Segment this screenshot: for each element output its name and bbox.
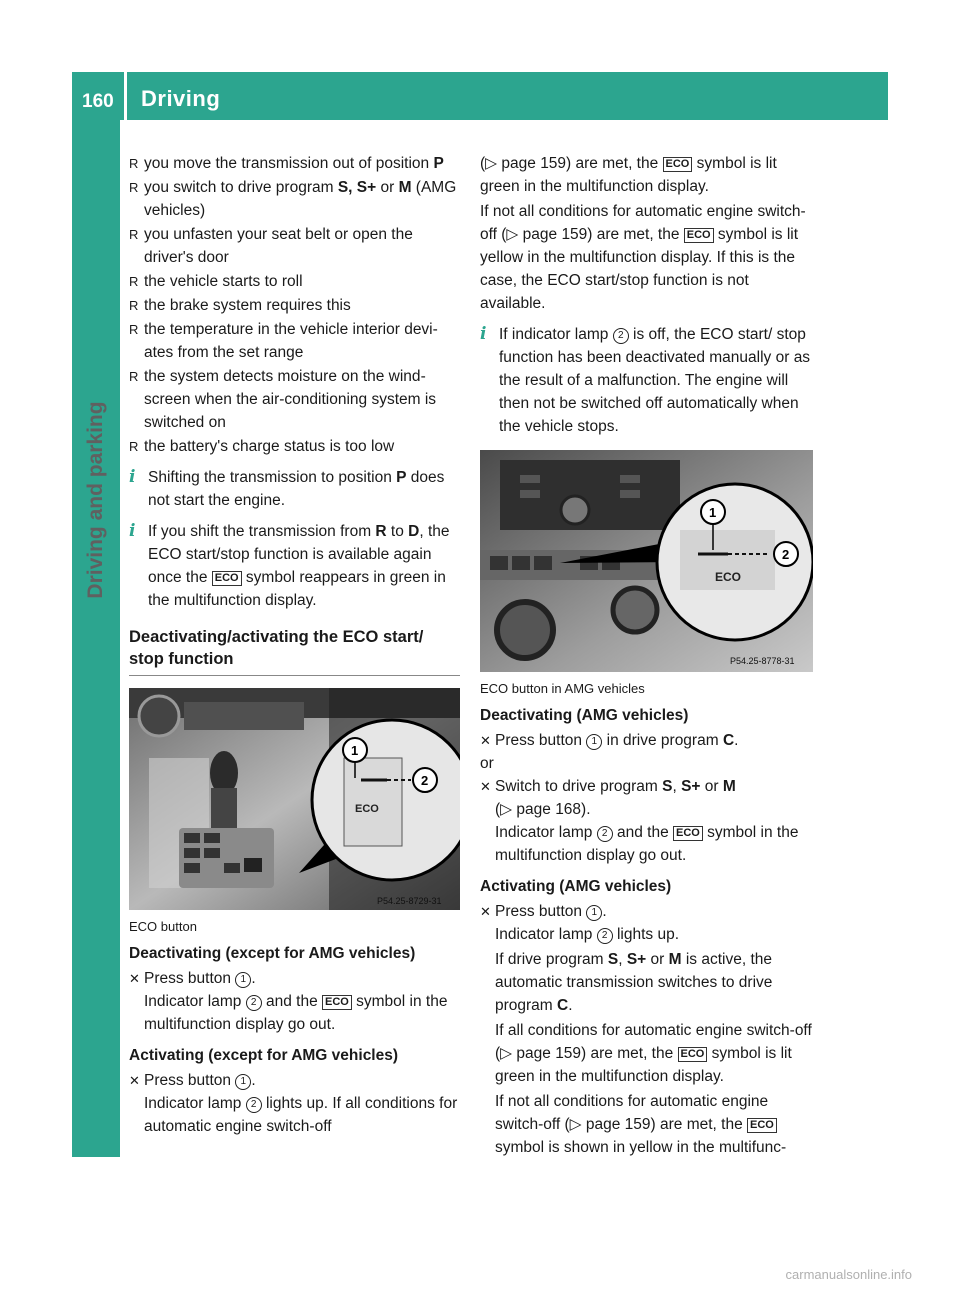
- callout-ref-2: 2: [246, 1097, 262, 1113]
- condition-item: R the system detects moisture on the windscreen when the air-conditioning system is switched on: [129, 365, 460, 434]
- condition-item: R the battery's charge status is too low: [129, 435, 460, 458]
- bullet-icon: R: [129, 298, 139, 313]
- callout-ref-2: 2: [597, 928, 613, 944]
- info-icon: i: [129, 521, 136, 541]
- callout-2: 2: [782, 547, 790, 562]
- condition-item: R the temperature in the vehicle interior deviates from the set range: [129, 318, 460, 364]
- paragraph: (▷ page 159) are met, the ECO symbol is lit green in the multifunction display.: [480, 155, 777, 195]
- callout-ref-1: 1: [586, 905, 602, 921]
- callout-ref-1: 1: [235, 972, 251, 988]
- step-arrow-icon: ✕: [129, 1073, 140, 1088]
- eco-symbol-icon: ECO: [673, 826, 703, 841]
- condition-item: R you unfasten your seat belt or open the driver's door: [129, 223, 460, 269]
- bullet-icon: R: [129, 227, 139, 242]
- page-title: Driving: [141, 86, 221, 111]
- eco-label-figure: ECO: [715, 570, 742, 584]
- instruction-step: ✕ Switch to drive program S, S+ or M (▷ page 168). Indicator lamp 2 and the ECO symbol in the multifunction display go out.: [480, 775, 813, 867]
- eco-symbol-icon: ECO: [663, 157, 693, 172]
- eco-symbol-icon: ECO: [678, 1047, 708, 1062]
- eco-button-photo: [129, 688, 460, 910]
- condition-item: R you switch to drive program S, S+ or M (AMG vehicles): [129, 176, 460, 222]
- callout-ref-1: 1: [586, 734, 602, 750]
- instruction-step: ✕ Press button 1 . Indicator lamp 2 and the ECO symbol in the multifunction display go out.: [129, 967, 460, 1036]
- page-ref-arrow-icon: ▷: [569, 1116, 582, 1133]
- callout-ref-1: 1: [235, 1074, 251, 1090]
- callout-1: 1: [351, 743, 359, 758]
- instruction-step: ✕ Press button 1 . Indicator lamp 2 lights up. If all conditions for automatic engine switch-off: [129, 1069, 460, 1138]
- bullet-icon: R: [129, 180, 139, 195]
- watermark: carmanualsonline.info: [785, 1267, 912, 1282]
- subheading: Activating (AMG vehicles): [480, 878, 672, 895]
- step-arrow-icon: ✕: [129, 971, 140, 986]
- header-divider: [124, 72, 127, 120]
- right-column: [480, 152, 813, 1159]
- subheading: Activating (except for AMG vehicles): [129, 1047, 399, 1064]
- condition-item: R the vehicle starts to roll: [129, 270, 460, 293]
- figure-caption: ECO button: [129, 919, 197, 934]
- step-arrow-icon: ✕: [480, 733, 491, 748]
- section-title: Deactivating/activating the ECO start/ stop function: [129, 626, 460, 676]
- condition-list: [129, 152, 460, 458]
- condition-item: R you move the transmission out of position P: [129, 152, 460, 175]
- amg-eco-button-photo: [480, 450, 813, 672]
- paragraph: If not all conditions for automatic engine switch-off (▷ page 159) are met, the ECO symbol is lit yellow in the multifunction display. If this is the case, the ECO start/stop function is not available.: [480, 203, 806, 312]
- paragraph: If all conditions for automatic engine switch-off (▷ page 159) are met, the ECO symbol is lit green in the multifunction display.: [495, 1022, 812, 1085]
- callout-1: 1: [709, 505, 717, 520]
- bullet-icon: R: [129, 274, 139, 289]
- figure-code: P54.25-8778-31: [730, 656, 795, 666]
- page-ref-arrow-icon: ▷: [485, 155, 498, 172]
- bullet-icon: R: [129, 439, 139, 454]
- info-note-shift-rd: i If you shift the transmission from R to D, the ECO start/stop function is available again once the ECO symbol reappears in green in the multifunction display.: [129, 521, 450, 609]
- eco-label-figure: ECO: [355, 803, 379, 815]
- callout-ref-2: 2: [597, 826, 613, 842]
- subheading: Deactivating (AMG vehicles): [480, 707, 689, 724]
- bullet-icon: R: [129, 369, 139, 384]
- callout-ref-2: 2: [246, 995, 262, 1011]
- info-note-shift-p: i Shifting the transmission to position P does not start the engine.: [129, 467, 445, 509]
- paragraph: If not all conditions for automatic engine switch-off (▷ page 159) are met, the ECO symbol is shown in yellow in the multifunc-: [495, 1093, 787, 1156]
- callout-2: 2: [421, 773, 429, 788]
- or-text: or: [480, 755, 494, 772]
- instruction-step: ✕ Press button 1 in drive program C.: [480, 729, 813, 752]
- step-arrow-icon: ✕: [480, 904, 491, 919]
- bullet-icon: R: [129, 322, 139, 337]
- page-ref-arrow-icon: ▷: [500, 1045, 513, 1062]
- paragraph: If drive program S, S+ or M is active, the automatic transmission switches to drive program C.: [495, 951, 773, 1014]
- chapter-label: Driving and parking: [84, 401, 107, 599]
- info-note-indicator: i If indicator lamp 2 is off, the ECO start/ stop function has been deactivated manually or as the result of a malfunction. The engine will then not be switched off automatically when the vehicle stops.: [480, 324, 811, 435]
- instruction-step: ✕ Press button 1 . Indicator lamp 2 lights up. If drive program S, S+ or M is active, the automatic transmission switches to drive program C. If all conditions for automatic engine switch-off (▷ page 159) are met, the ECO symbol is lit green in the multifunction display. If not all conditions for automatic engine switch-off (▷ page 159) are met, the ECO symbol is shown in yellow in the multifunc-: [480, 900, 813, 1159]
- side-strip: [72, 120, 120, 1157]
- condition-item: R the brake system requires this: [129, 294, 460, 317]
- figure-code: P54.25-8729-31: [377, 896, 442, 906]
- callout-ref-2: 2: [613, 328, 629, 344]
- info-icon: i: [129, 467, 136, 487]
- page-ref-arrow-icon: ▷: [500, 801, 513, 818]
- eco-symbol-icon: ECO: [212, 571, 242, 586]
- eco-symbol-icon: ECO: [684, 228, 714, 243]
- step-arrow-icon: ✕: [480, 779, 491, 794]
- eco-symbol-icon: ECO: [747, 1118, 777, 1133]
- bullet-icon: R: [129, 156, 139, 171]
- left-column: [129, 152, 460, 1138]
- info-icon: i: [480, 324, 487, 344]
- subheading: Deactivating (except for AMG vehicles): [129, 945, 416, 962]
- eco-symbol-icon: ECO: [322, 995, 352, 1010]
- page-ref-arrow-icon: ▷: [506, 226, 519, 243]
- page-number: 160: [82, 91, 114, 112]
- figure-caption: ECO button in AMG vehicles: [480, 681, 645, 696]
